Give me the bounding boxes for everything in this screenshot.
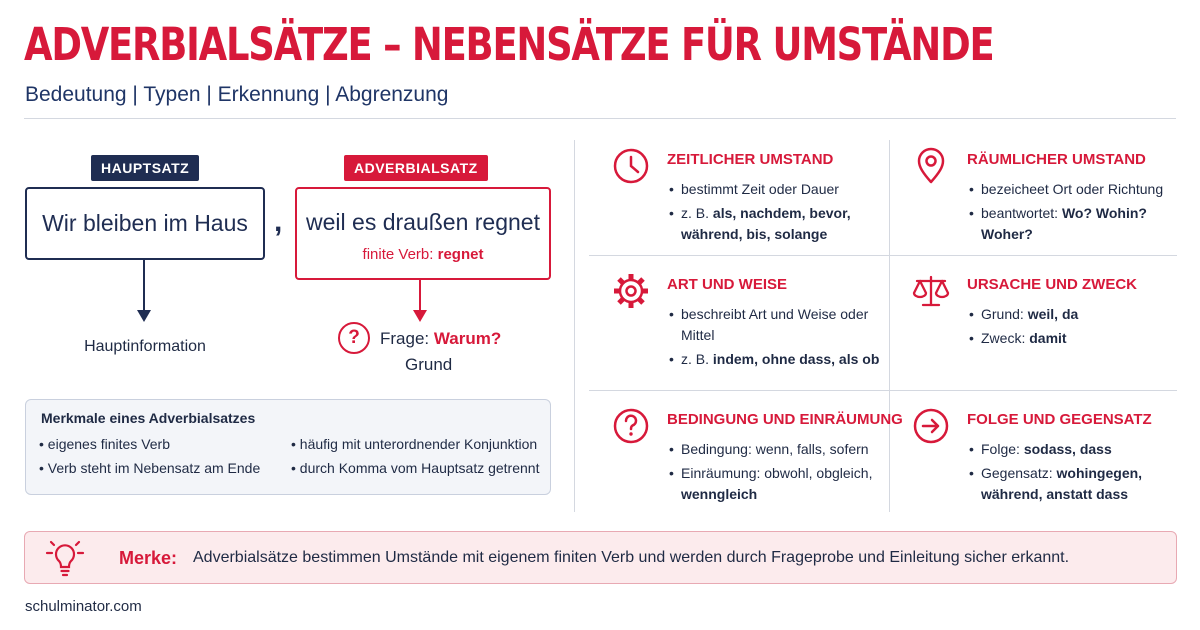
scales-icon (911, 271, 951, 311)
footer-site: schulminator.com (25, 598, 142, 615)
type-item: • Zweck: damit (967, 328, 1187, 349)
merke-label: Merke: (119, 548, 178, 568)
question-probe (380, 329, 501, 349)
lightbulb-icon (45, 539, 85, 579)
type-item: • beantwortet: Wo? Wohin? Woher? (967, 203, 1187, 245)
arrow-head-icon (413, 310, 427, 322)
type-item: • Grund: weil, da (967, 304, 1187, 325)
merkmale-box (25, 399, 551, 495)
type-heading: FOLGE UND GEGENSATZ (967, 411, 1152, 428)
merkmal-item: • häufig mit unterordnender Konjunktion (291, 436, 538, 452)
type-item: • bezeicheet Ort oder Richtung (967, 179, 1187, 200)
question-icon (611, 406, 651, 446)
clock-icon (611, 146, 651, 186)
adverbialsatz-box (295, 187, 551, 280)
type-heading: BEDINGUNG UND EINRÄUMUNG (667, 411, 903, 428)
main-result: Hauptinformation (84, 338, 206, 355)
type-item: • Gegensatz: wohingegen, während, anstatt dass (967, 463, 1187, 505)
type-item: • z. B. als, nachdem, bevor, während, bis, solange (667, 203, 887, 245)
type-item: • bestimmt Zeit oder Dauer (667, 179, 887, 200)
type-heading: ZEITLICHER UMSTAND (667, 151, 834, 168)
type-heading: RÄUMLICHER UMSTAND (967, 151, 1146, 168)
question-circle-icon: ? (338, 322, 370, 354)
finite-verb-label: finite Verb: (362, 246, 434, 263)
merkmale-heading: Merkmale eines Adverbialsatzes (41, 410, 256, 426)
arrow-down-icon (419, 280, 421, 312)
merkmal-item: • Verb steht im Nebensatz am Ende (39, 460, 261, 476)
page-subtitle: Bedeutung | Typen | Erkennung | Abgrenzung (25, 83, 449, 106)
question-answer: Grund (405, 355, 453, 374)
arrow-right-circle-icon (911, 406, 951, 446)
type-heading: URSACHE UND ZWECK (967, 276, 1137, 293)
grid-divider (889, 140, 890, 512)
merkmal-item: • eigenes finites Verb (39, 436, 170, 452)
finite-verb-value: regnet (437, 246, 484, 263)
type-item: • Folge: sodass, dass (967, 439, 1187, 460)
type-item: • z. B. indem, ohne dass, als ob (667, 349, 887, 370)
merke-text: Adverbialsätze bestimmen Umstände mit eigenem finiten Verb und werden durch Frageprobe und Einleitung sicher erkannt. (193, 549, 1070, 566)
grid-divider (589, 390, 1177, 391)
adverbialsatz-tag: ADVERBIALSATZ (344, 155, 488, 181)
comma: , (274, 205, 283, 238)
section-divider (574, 140, 575, 512)
question-label: Frage: (380, 329, 430, 348)
type-item: • beschreibt Art und Weise oder Mittel (667, 304, 887, 346)
hauptsatz-tag: HAUPTSATZ (91, 155, 199, 181)
types-grid (589, 140, 1177, 512)
question-value: Warum? (433, 329, 502, 348)
hauptsatz-text: Wir bleiben im Haus (42, 210, 248, 236)
page-title: ADVERBIALSÄTZE – NEBENSÄTZE FÜR UMSTÄNDE (24, 18, 994, 71)
gear-icon (611, 271, 651, 311)
arrow-head-icon (137, 310, 151, 322)
finite-verb-note (297, 246, 549, 263)
grid-divider (589, 255, 1177, 256)
header-divider (24, 118, 1176, 119)
type-item: • Einräumung: obwohl, obgleich, wenngleich (667, 463, 887, 505)
type-heading: ART UND WEISE (667, 276, 787, 293)
merkmal-item: • durch Komma vom Hauptsatz getrennt (291, 460, 540, 476)
type-item: • Bedingung: wenn, falls, sofern (667, 439, 887, 460)
arrow-down-icon (143, 260, 145, 312)
adverbialsatz-text: weil es draußen regnet (306, 209, 540, 235)
merke-box (24, 531, 1177, 584)
hauptsatz-box (25, 187, 265, 260)
location-pin-icon (911, 146, 951, 186)
